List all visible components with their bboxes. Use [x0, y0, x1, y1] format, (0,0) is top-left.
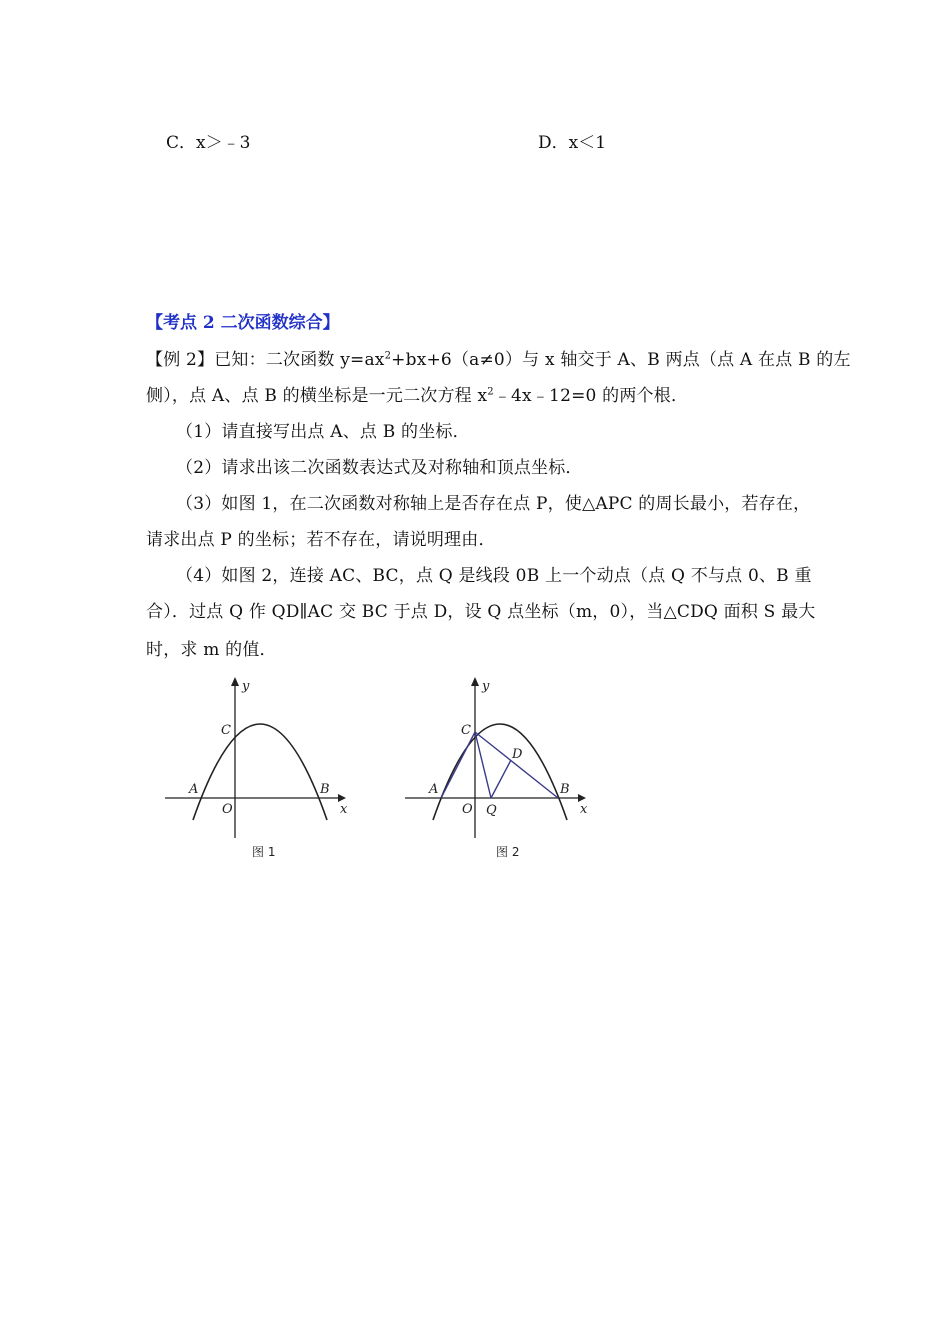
example-line-2-post: ﹣4x﹣12=0 的两个根．: [493, 386, 689, 406]
figure-1-label-o: O: [222, 802, 233, 817]
example-line-1-post: +bx+6（a≠0）与 x 轴交于 A、B 两点（点 A 在点 B 的左: [391, 350, 851, 370]
figure-1-label-y: y: [242, 679, 250, 694]
question-2: （2）请求出该二次函数表达式及对称轴和顶点坐标．: [176, 458, 583, 478]
figure-2-label-a: A: [429, 782, 439, 797]
section-heading: 【考点 2 二次函数综合】: [146, 313, 340, 333]
figure-1-label-a: A: [189, 782, 199, 797]
example-line-1-pre: 【例 2】已知：二次函数 y=ax: [146, 350, 385, 370]
figure-2: [400, 672, 600, 868]
option-c: C．x＞﹣3: [166, 133, 251, 153]
example-line-2-sup: 2: [487, 386, 494, 398]
figure-2-segment-bc: [475, 732, 558, 798]
figure-2-x-arrow-icon: [578, 794, 586, 802]
option-d: D．x＜1: [538, 133, 607, 153]
figure-2-y-arrow-icon: [471, 677, 479, 686]
figure-2-label-b: B: [560, 782, 570, 797]
question-3-line-1: （3）如图 1，在二次函数对称轴上是否存在点 P，使△APC 的周长最小，若存在，: [176, 494, 811, 514]
figure-2-segment-qd: [491, 760, 511, 798]
figure-2-label-y: y: [482, 679, 490, 694]
figure-2-label-d: D: [512, 747, 523, 762]
figure-2-label-c: C: [461, 723, 471, 738]
figure-2-label-q: Q: [486, 803, 497, 818]
figure-1: [160, 672, 360, 868]
figure-1-parabola: [193, 724, 327, 820]
figure-1-svg: [160, 672, 360, 864]
figure-1-caption: 图 1: [252, 845, 276, 859]
figure-2-segment-cq: [475, 732, 491, 798]
figure-1-label-c: C: [221, 723, 231, 738]
figure-1-y-arrow-icon: [231, 677, 239, 686]
figure-1-x-arrow-icon: [338, 794, 346, 802]
figure-1-label-x: x: [340, 802, 348, 817]
example-line-1: [146, 345, 851, 370]
figure-1-label-b: B: [320, 782, 330, 797]
question-4-line-2: 合）．过点 Q 作 QD∥AC 交 BC 于点 D，设 Q 点坐标（m，0），当△CDQ 面积 S 最大: [146, 602, 816, 622]
figure-2-svg: [400, 672, 600, 864]
question-4-line-3: 时，求 m 的值．: [146, 640, 277, 660]
question-4-line-1: （4）如图 2，连接 AC、BC，点 Q 是线段 0B 上一个动点（点 Q 不与点 0、B 重: [176, 566, 812, 586]
figure-2-parabola: [433, 724, 567, 820]
example-line-1-sup: 2: [384, 350, 392, 362]
figure-2-caption: 图 2: [496, 845, 520, 859]
figure-2-label-x: x: [580, 802, 588, 817]
example-line-2: [146, 381, 688, 406]
example-line-2-pre: 侧），点 A、点 B 的横坐标是一元二次方程 x: [146, 386, 488, 406]
figure-2-segment-ac: [441, 732, 475, 798]
question-1: （1）请直接写出点 A、点 B 的坐标．: [176, 422, 470, 442]
question-3-line-2: 请求出点 P 的坐标；若不存在，请说明理由．: [146, 530, 496, 550]
figure-2-label-o: O: [462, 802, 473, 817]
